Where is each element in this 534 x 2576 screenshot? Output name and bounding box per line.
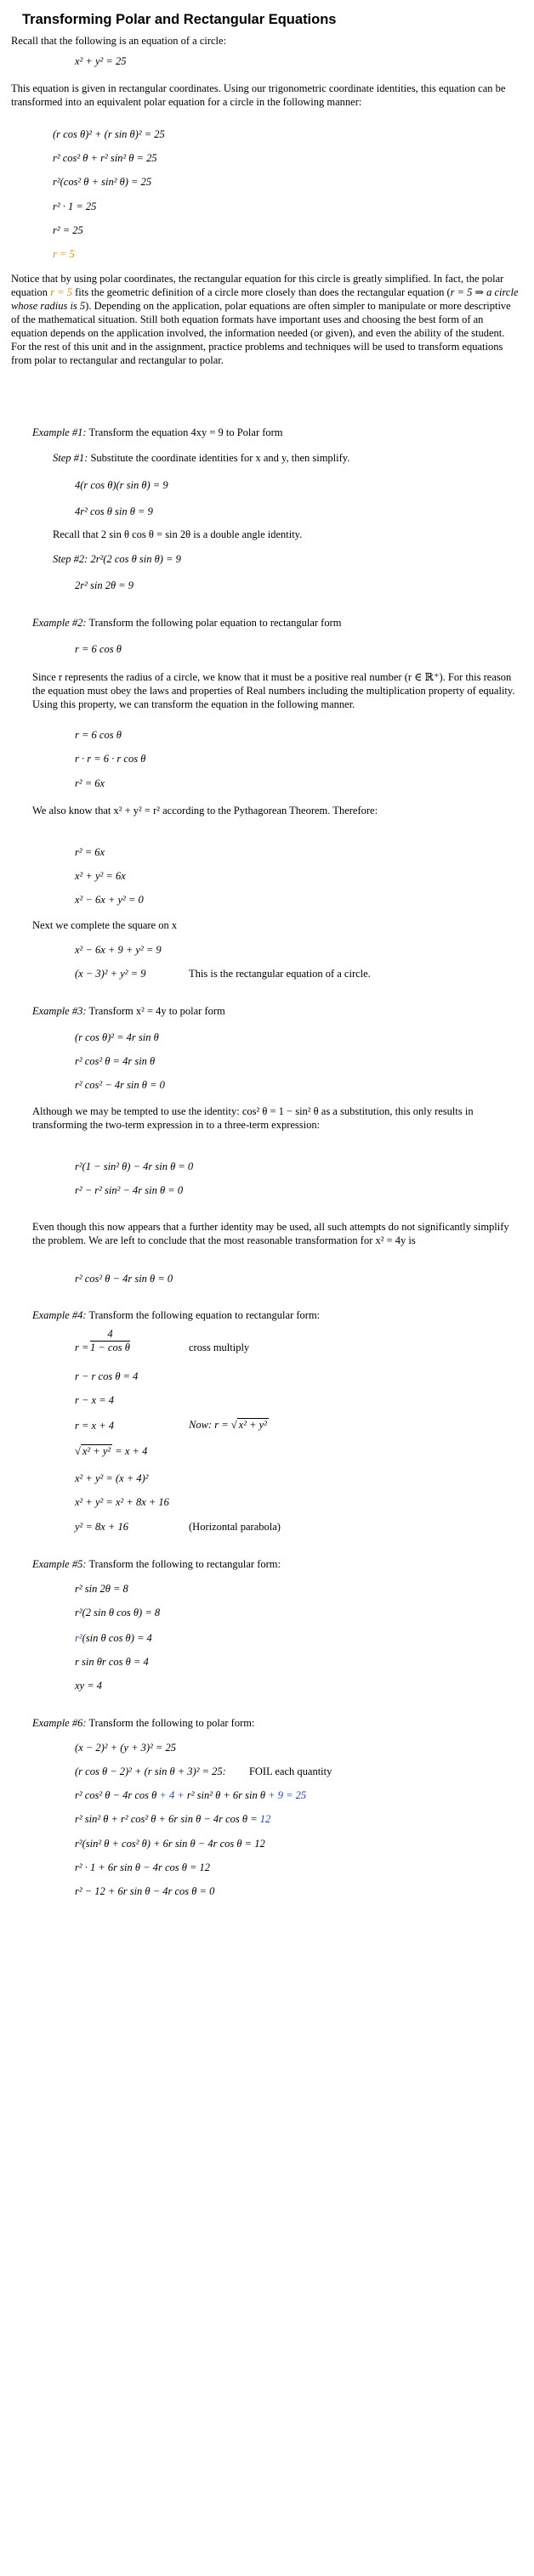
example-3-eq-a2: r² cos² θ = 4r sin θ bbox=[75, 1055, 156, 1067]
notice-part-4: ). Depending on the application, polar equations are often simpler to manipulate or more descriptive of the mathematical situation. Still both equation formats have important uses and choosing the best form of an equation depends on the application involved, the information needed (or given), and even the ability of the student. For the rest of this unit and in the assignment, practice problems and techniques will be used to transform equations from polar to rectangular and rectangular to polar. bbox=[11, 300, 511, 366]
example-2-eq0: r = 6 cos θ bbox=[75, 643, 122, 655]
example-1-recall: Recall that 2 sin θ cos θ = sin 2θ is a double angle identity. bbox=[53, 528, 303, 540]
example-4-now-radicand: x² + y² bbox=[238, 1419, 267, 1431]
example-2-eq-c2: (x − 3)² + y² = 9 bbox=[75, 968, 146, 980]
page-title: Transforming Polar and Rectangular Equations bbox=[22, 12, 337, 27]
example-1-eq2: 4r² cos θ sin θ = 9 bbox=[75, 506, 153, 517]
example-4-sqrt-radicand: x² + y² bbox=[82, 1445, 111, 1457]
example-6-eq4: r²(sin² θ + cos² θ) + 6r sin θ − 4r cos θ = 12 bbox=[75, 1838, 265, 1850]
example-4-heading bbox=[32, 1308, 320, 1322]
example-3-paragraph: Although we may be tempted to use the identity: cos² θ = 1 − sin² θ as a substitution, this only results in transforming the two-term expression in to a three-term expression: bbox=[32, 1105, 474, 1131]
example-6-eq3-a: r² sin² θ + r² cos² θ + 6r sin θ − 4r cos θ = bbox=[75, 1813, 260, 1825]
example-2-eq-a3: r² = 6x bbox=[75, 777, 105, 789]
example-6-eq2-b: + 4 + bbox=[156, 1789, 187, 1801]
example-1-step1 bbox=[53, 451, 349, 465]
example-5-eq5: xy = 4 bbox=[75, 1680, 103, 1692]
example-4-eq1: r − r cos θ = 4 bbox=[75, 1370, 139, 1382]
example-6-label: Example #6: bbox=[32, 1717, 87, 1729]
example-2-note: This is the rectangular equation of a circle. bbox=[189, 968, 371, 980]
example-1-step2-label: Step #2: bbox=[53, 553, 88, 565]
example-2-eq-c1: x² − 6x + 9 + y² = 9 bbox=[75, 944, 162, 956]
example-2-eq-b1: r² = 6x bbox=[75, 846, 105, 858]
example-6-eq5: r² · 1 + 6r sin θ − 4r cos θ = 12 bbox=[75, 1861, 211, 1873]
example-6-eq2 bbox=[75, 1788, 306, 1802]
example-4-label: Example #4: bbox=[32, 1309, 87, 1321]
example-6-eq2-d: + 9 = 25 bbox=[265, 1789, 307, 1801]
example-2-know: We also know that x² + y² = r² according to the Pythagorean Theorem. Therefore: bbox=[32, 805, 378, 816]
example-3-heading bbox=[32, 1004, 225, 1018]
example-3-eq-b1: r²(1 − sin² θ) − 4r sin θ = 0 bbox=[75, 1161, 194, 1172]
example-6-eq3-b: 12 bbox=[259, 1813, 271, 1825]
example-2-eq-b2: x² + y² = 6x bbox=[75, 870, 126, 882]
example-3-eq-a1: (r cos θ)² = 4r sin θ bbox=[75, 1031, 159, 1043]
example-6-foil: FOIL each quantity bbox=[248, 1765, 332, 1777]
example-6-eq2-a: r² cos² θ − 4r cos θ bbox=[75, 1789, 157, 1801]
example-4-frac-lhs: r = bbox=[75, 1342, 89, 1353]
example-6-eq1: (r cos θ − 2)² + (r sin θ + 3)² = 25: bbox=[75, 1765, 226, 1777]
intro-paragraph: This equation is given in rectangular coordinates. Using our trigonometric coordinate identities, this equation can be transformed into an equivalent polar equation for a circle in the following manner: bbox=[11, 82, 506, 108]
example-4-eq4: x² + y² = (x + 4)² bbox=[75, 1472, 149, 1484]
example-2-eq-b3: x² − 6x + y² = 0 bbox=[75, 894, 144, 906]
example-1-eq3: 2r² sin 2θ = 9 bbox=[75, 579, 134, 591]
example-5-eq2: r²(2 sin θ cos θ) = 8 bbox=[75, 1607, 161, 1618]
intro-step-5: r² = 25 bbox=[53, 224, 83, 236]
example-5-eq4: r sin θr cos θ = 4 bbox=[75, 1656, 149, 1668]
example-1-step1-label: Step #1: bbox=[53, 452, 88, 464]
example-3-eq-a3: r² cos² − 4r sin θ = 0 bbox=[75, 1079, 165, 1091]
example-2-heading bbox=[32, 616, 341, 630]
example-1-step2-eq: 2r²(2 cos θ sin θ) = 9 bbox=[90, 553, 181, 565]
example-2-complete: Next we complete the square on x bbox=[32, 919, 178, 931]
intro-step-1: (r cos θ)² + (r sin θ)² = 25 bbox=[53, 128, 165, 140]
example-5-eq3-rest: (sin θ cos θ) = 4 bbox=[82, 1632, 152, 1644]
example-6-eq6: r² − 12 + 6r sin θ − 4r cos θ = 0 bbox=[75, 1885, 215, 1897]
example-4-fraction bbox=[90, 1328, 130, 1354]
example-6-eq1-line bbox=[75, 1765, 332, 1778]
example-3-final: r² cos² θ − 4r sin θ = 0 bbox=[75, 1273, 173, 1285]
example-1-step1-text: Substitute the coordinate identities for x and y, then simplify. bbox=[90, 452, 350, 464]
example-2-paragraph: Since r represents the radius of a circle, we know that it must be a positive real number (r ∈ ℝ⁺). For this reason the equation must obey the laws and properties of Real numbers including the multiplication property of equality. Using this property, we can transform the equation in the following manner. bbox=[32, 671, 515, 710]
recall-text: Recall that the following is an equation of a circle: bbox=[11, 35, 227, 47]
example-3-eq-b2: r² − r² sin² − 4r sin θ = 0 bbox=[75, 1184, 184, 1196]
example-5-eq1: r² sin 2θ = 8 bbox=[75, 1583, 128, 1595]
example-2-label: Example #2: bbox=[32, 617, 87, 629]
example-6-eq3 bbox=[75, 1812, 270, 1826]
example-4-cross: cross multiply bbox=[189, 1342, 250, 1353]
example-2-eq-a1: r = 6 cos θ bbox=[75, 729, 122, 741]
example-6-text: Transform the following to polar form: bbox=[88, 1717, 255, 1729]
example-6-eq0: (x − 2)² + (y + 3)² = 25 bbox=[75, 1742, 176, 1754]
circle-equation: x² + y² = 25 bbox=[75, 55, 127, 67]
example-5-eq3 bbox=[75, 1631, 152, 1645]
example-6-eq2-c: r² sin² θ + 6r sin θ bbox=[186, 1789, 266, 1801]
example-3-label: Example #3: bbox=[32, 1005, 87, 1017]
example-4-now-label: Now: r = bbox=[189, 1419, 229, 1431]
example-4-now: Now: r = √ x² + y² bbox=[189, 1419, 267, 1431]
example-1-eq1: 4(r cos θ)(r sin θ) = 9 bbox=[75, 479, 168, 491]
example-4-frac-den: 1 − cos θ bbox=[90, 1342, 130, 1353]
example-4-eq3: r = x + 4 bbox=[75, 1420, 115, 1432]
intro-step-3: r²(cos² θ + sin² θ) = 25 bbox=[53, 176, 152, 188]
example-1-label: Example #1: bbox=[32, 427, 87, 438]
example-1-step2 bbox=[53, 552, 181, 566]
example-1-heading bbox=[32, 426, 283, 439]
example-1-text: Transform the equation 4xy = 9 to Polar form bbox=[88, 427, 283, 438]
example-4-eq5: x² + y² = x² + 8x + 16 bbox=[75, 1496, 169, 1508]
notice-paragraph bbox=[11, 272, 521, 367]
example-4-text: Transform the following equation to rectangular form: bbox=[88, 1309, 321, 1321]
example-3-paragraph-2: Even though this now appears that a further identity may be used, all such attempts do not significantly simplify the problem. We are left to conclude that the most reasonable transformation for x² = 4y is bbox=[32, 1221, 509, 1246]
example-4-sqrt-rhs: = x + 4 bbox=[115, 1445, 148, 1457]
example-4-frac-num: 4 bbox=[90, 1328, 130, 1342]
notice-part-1: Notice that by using polar coordinates, the rectangular equation for this circle is greatly simplified. In fact, the polar equation bbox=[11, 273, 504, 298]
example-5-heading bbox=[32, 1557, 281, 1571]
example-5-text: Transform the following to rectangular form: bbox=[88, 1558, 281, 1570]
example-6-heading bbox=[32, 1716, 254, 1730]
intro-step-6: r = 5 bbox=[53, 248, 75, 260]
intro-step-2: r² cos² θ + r² sin² θ = 25 bbox=[53, 152, 157, 164]
notice-r5: r = 5 bbox=[50, 286, 72, 298]
example-2-text: Transform the following polar equation to rectangular form bbox=[88, 617, 342, 629]
example-4-eq2: r − x = 4 bbox=[75, 1394, 115, 1406]
notice-part-2: fits the geometric definition of a circle more closely than does the rectangular equation ( bbox=[75, 286, 451, 298]
example-5-eq3-blue: r² bbox=[75, 1632, 82, 1644]
example-4-note: (Horizontal parabola) bbox=[189, 1521, 281, 1533]
intro-step-4: r² · 1 = 25 bbox=[53, 201, 97, 212]
notice-part-3: r = 5 ⇒ a circle whose radius is 5 bbox=[11, 286, 519, 312]
example-3-text: Transform x² = 4y to polar form bbox=[88, 1005, 225, 1017]
example-4-sqrt-eq: √ x² + y² = x + 4 bbox=[75, 1445, 148, 1457]
example-5-label: Example #5: bbox=[32, 1558, 87, 1570]
example-2-eq-a2: r · r = 6 · r cos θ bbox=[75, 753, 146, 765]
example-4-eq6: y² = 8x + 16 bbox=[75, 1521, 128, 1533]
